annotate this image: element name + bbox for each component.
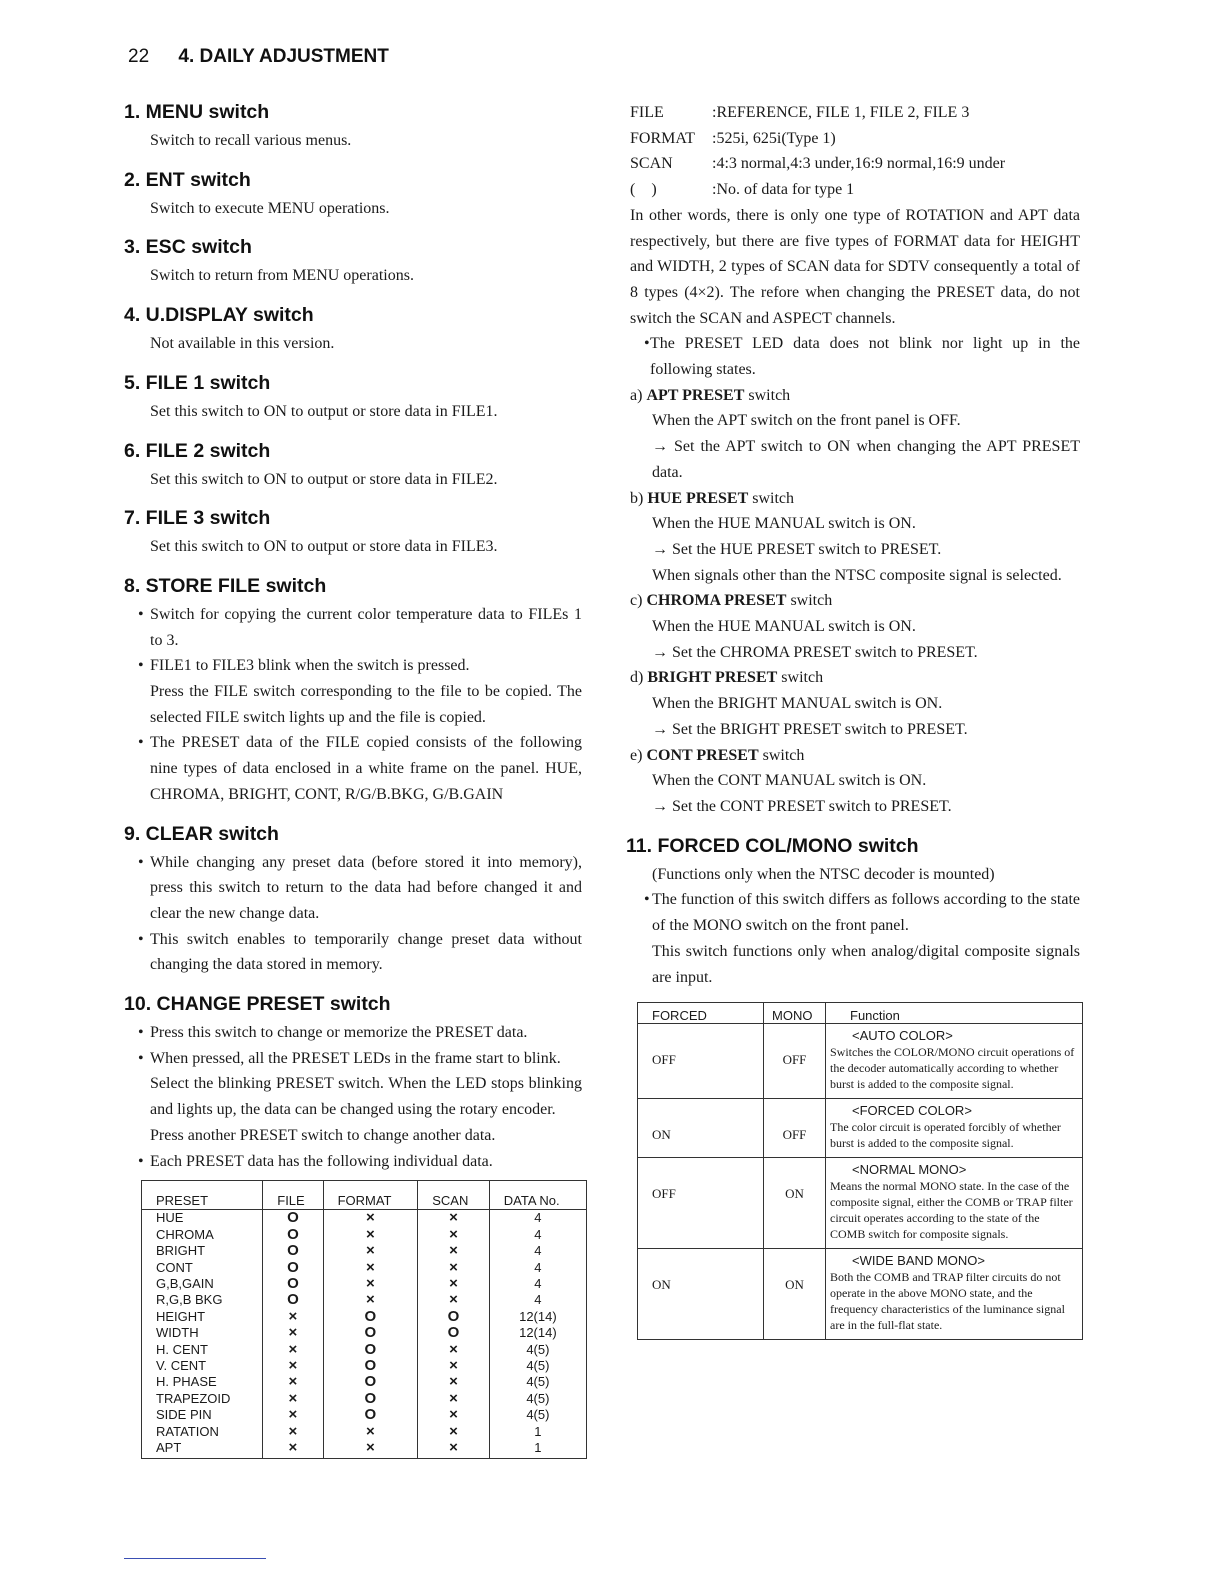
field-row-scan xyxy=(630,151,1080,177)
table-row xyxy=(142,1276,587,1292)
item-arrow-line xyxy=(630,717,1080,743)
mark-cell: × xyxy=(418,1424,490,1440)
row-label-cell: TRAPEZOID xyxy=(156,1390,231,1406)
row-label-cell: CONT xyxy=(156,1259,193,1275)
data-count-cell: 1 xyxy=(489,1440,586,1459)
field-row-data-count xyxy=(630,177,1080,203)
section-title: 8. STORE FILE switch xyxy=(124,574,327,597)
data-count-cell: 12(14) xyxy=(489,1325,586,1341)
mark-cell: × xyxy=(418,1440,490,1459)
row-label-cell: APT xyxy=(156,1439,182,1455)
data-count-cell: 1 xyxy=(489,1424,586,1440)
mark-cell: O xyxy=(263,1260,323,1276)
mark-cell: × xyxy=(418,1358,490,1374)
item-arrow-line xyxy=(630,537,1080,563)
mark-cell: O xyxy=(323,1391,418,1407)
section-text: Switch to recall various menus. xyxy=(150,132,352,149)
mark-cell: × xyxy=(418,1276,490,1292)
item-line-text: Set the BRIGHT PRESET switch to PRESET. xyxy=(672,720,968,738)
field-row-file xyxy=(630,100,1080,126)
mark-cell: × xyxy=(323,1243,418,1259)
section-text: Set this switch to ON to output or store data in FILE2. xyxy=(150,470,498,488)
mark-cell: × xyxy=(418,1407,490,1423)
column-header: MONO xyxy=(764,1003,826,1024)
bullet-item: • The PRESET data of the FILE copied consists of the following nine types of data enclosed in a white frame on the panel. HUE, CHROMA, BRIGHT, CONT, R/G/B.BKG, G/B.GAIN xyxy=(124,730,582,807)
table-row xyxy=(142,1260,587,1276)
data-count-cell: 4(5) xyxy=(489,1407,586,1423)
column-header: Function xyxy=(826,1003,1083,1024)
field-key: ( ) xyxy=(630,181,657,199)
item-cont-preset xyxy=(630,743,1080,820)
mark-cell: × xyxy=(323,1227,418,1243)
mark-cell: × xyxy=(418,1210,490,1227)
item-bright-preset xyxy=(630,665,1080,742)
mark-cell: × xyxy=(418,1227,490,1243)
bullet-continuation: Select the blinking PRESET switch. When the LED stops blinking and lights up, the data can be changed using the rotary encoder. xyxy=(150,1075,582,1119)
section-title: 10. CHANGE PRESET switch xyxy=(124,993,391,1016)
function-title: <FORCED COLOR> xyxy=(852,1103,972,1119)
item-arrow-line xyxy=(630,794,1080,820)
mark-cell: × xyxy=(263,1309,323,1325)
section-file1-switch xyxy=(124,371,582,425)
item-suffix: switch xyxy=(758,746,805,764)
mark-cell: O xyxy=(323,1358,418,1374)
forced-cell: ON xyxy=(652,1277,671,1293)
item-line: When the HUE MANUAL switch is ON. xyxy=(652,618,916,636)
table-row xyxy=(142,1358,587,1374)
mark-cell: × xyxy=(323,1210,418,1227)
section-udisplay-switch xyxy=(124,303,582,357)
field-key: FILE xyxy=(630,104,664,121)
function-cell xyxy=(826,1249,1083,1340)
data-count-cell: 4(5) xyxy=(489,1342,586,1358)
item-name: CHROMA PRESET xyxy=(646,592,787,610)
forced-cell: ON xyxy=(638,1099,764,1158)
mark-cell: O xyxy=(263,1292,323,1308)
arrow-icon: → xyxy=(652,540,668,558)
item-name: APT PRESET xyxy=(646,386,745,404)
section-esc-switch xyxy=(124,235,582,289)
function-cell xyxy=(826,1024,1083,1099)
table-row xyxy=(142,1243,587,1259)
item-suffix: switch xyxy=(777,669,824,687)
data-count-cell: 4 xyxy=(489,1210,586,1227)
function-title: <NORMAL MONO> xyxy=(852,1162,967,1178)
data-count-cell: 12(14) xyxy=(489,1309,586,1325)
right-column xyxy=(626,100,1080,1354)
row-label-cell: H. CENT xyxy=(156,1341,208,1357)
column-header: FILE xyxy=(263,1181,323,1210)
mark-cell: × xyxy=(323,1276,418,1292)
mark-cell: × xyxy=(263,1407,323,1423)
data-count-cell: 4 xyxy=(489,1227,586,1243)
function-description: The color circuit is operated forcibly of whether burst is added to the composite signal. xyxy=(830,1120,1061,1151)
mark-cell: O xyxy=(323,1374,418,1390)
mark-cell: × xyxy=(263,1358,323,1374)
mark-cell: × xyxy=(323,1292,418,1308)
section-title: 11. FORCED COL/MONO switch xyxy=(626,834,919,857)
table-row xyxy=(142,1210,587,1227)
table-row xyxy=(638,1024,1083,1099)
mark-cell: × xyxy=(418,1391,490,1407)
table-row xyxy=(638,1099,1083,1158)
field-key: FORMAT xyxy=(630,129,695,147)
row-label-cell: BRIGHT xyxy=(156,1243,206,1259)
item-suffix: switch xyxy=(748,489,795,507)
bullet-item: • The function of this switch differs as follows according to the state of the MONO switch on the front panel. xyxy=(630,887,1080,938)
section-text: Switch to execute MENU operations. xyxy=(150,199,390,217)
mark-cell: × xyxy=(323,1440,418,1459)
mark-cell: × xyxy=(263,1440,323,1459)
section-file3-switch xyxy=(124,506,582,560)
section-title: 9. CLEAR switch xyxy=(124,822,279,845)
row-label-cell: R,G,B BKG xyxy=(156,1292,223,1308)
table-row xyxy=(638,1158,1083,1249)
data-count-cell: 4 xyxy=(489,1276,586,1292)
item-label: a) xyxy=(630,386,643,404)
item-name: BRIGHT PRESET xyxy=(647,669,778,687)
bullet-item: • The PRESET LED data does not blink nor light up in the following states. xyxy=(630,331,1080,382)
bullet-continuation: Press the FILE switch corresponding to the file to be copied. The selected FILE switch lights up and the file is copied. xyxy=(150,683,582,726)
section-text: Switch to return from MENU operations. xyxy=(150,267,414,285)
item-arrow-line xyxy=(630,434,1080,485)
mark-cell: O xyxy=(323,1325,418,1341)
bullet-continuation: This switch functions only when analog/digital composite signals are input. xyxy=(652,942,1080,986)
section-title: 5. FILE 1 switch xyxy=(124,371,271,394)
field-value: :4:3 normal,4:3 under,16:9 normal,16:9 under xyxy=(712,155,1006,173)
data-count-cell: 4(5) xyxy=(489,1391,586,1407)
item-name: CONT PRESET xyxy=(646,746,759,764)
mark-cell: O xyxy=(323,1407,418,1423)
row-label-cell: HUE xyxy=(156,1210,184,1226)
mark-cell: O xyxy=(263,1210,323,1227)
row-label-cell: H. PHASE xyxy=(156,1374,217,1390)
table-row xyxy=(142,1309,587,1325)
row-label-cell: WIDTH xyxy=(156,1325,199,1341)
section-note: (Functions only when the NTSC decoder is mounted) xyxy=(652,865,995,883)
preset-table-body xyxy=(142,1210,587,1459)
mark-cell: × xyxy=(263,1342,323,1358)
row-label-cell: V. CENT xyxy=(156,1357,207,1373)
mark-cell: O xyxy=(263,1227,323,1243)
mark-cell: × xyxy=(418,1342,490,1358)
field-value: :REFERENCE, FILE 1, FILE 2, FILE 3 xyxy=(712,104,970,121)
table-row xyxy=(142,1440,587,1459)
mono-cell: OFF xyxy=(764,1024,826,1099)
item-line-text: Set the HUE PRESET switch to PRESET. xyxy=(672,540,942,558)
arrow-icon: → xyxy=(652,720,668,738)
item-label: c) xyxy=(630,592,643,610)
function-description: Both the COMB and TRAP filter circuits do not operate in the above MONO state, and the frequency characteristics of the luminance signal are in the full-flat state. xyxy=(830,1270,1065,1333)
item-line-text: Set the APT switch to ON when changing the APT PRESET data. xyxy=(652,438,1080,481)
mark-cell: × xyxy=(418,1243,490,1259)
mark-cell: O xyxy=(418,1309,490,1325)
field-value: :No. of data for type 1 xyxy=(712,181,855,199)
row-label-cell: SIDE PIN xyxy=(156,1407,212,1423)
function-description: Means the normal MONO state. In the case of the composite signal, either the COMB or TRAP filter circuit operates according to the state of the COMB switch for composite signals. xyxy=(830,1179,1073,1242)
item-line-text: Set the CHROMA PRESET switch to PRESET. xyxy=(672,643,978,661)
item-line: When the APT switch on the front panel is OFF. xyxy=(652,412,961,430)
mark-cell: O xyxy=(323,1342,418,1358)
row-label-cell: CHROMA xyxy=(156,1226,214,1242)
item-suffix: switch xyxy=(744,386,791,404)
data-count-cell: 4 xyxy=(489,1260,586,1276)
section-change-preset-switch xyxy=(124,992,582,1459)
section-title: 7. FILE 3 switch xyxy=(124,507,271,530)
table-row xyxy=(638,1249,1083,1340)
mark-cell: × xyxy=(263,1325,323,1341)
section-clear-switch xyxy=(124,822,582,979)
section-text: Set this switch to ON to output or store data in FILE1. xyxy=(150,402,498,420)
preset-data-table xyxy=(141,1180,587,1459)
section-store-file-switch xyxy=(124,574,582,808)
item-line: When the CONT MANUAL switch is ON. xyxy=(652,772,927,790)
item-hue-preset xyxy=(630,486,1080,589)
bullet-item: • This switch enables to temporarily change preset data without changing the data stored in memory. xyxy=(124,927,582,978)
page-number: 22 xyxy=(128,46,150,67)
mark-cell: × xyxy=(323,1260,418,1276)
arrow-icon: → xyxy=(652,438,668,456)
section-title: 1. MENU switch xyxy=(124,101,270,123)
mark-cell: × xyxy=(263,1391,323,1407)
section-title: 4. U.DISPLAY switch xyxy=(124,304,314,327)
section-file2-switch xyxy=(124,439,582,493)
forced-mono-table xyxy=(637,1002,1083,1340)
mark-cell: × xyxy=(418,1260,490,1276)
arrow-icon: → xyxy=(652,643,668,661)
section-ent-switch xyxy=(124,168,582,222)
paragraph: In other words, there is only one type of ROTATION and APT data respectively, but there are five types of FORMAT data for HEIGHT and WIDTH, 2 types of SCAN data for SDTV consequently a total of 8 types (4×2). The refore when changing the PRESET data, do not switch the SCAN and ASPECT channels. xyxy=(630,206,1080,327)
bullet-item: • Switch for copying the current color temperature data to FILEs 1 to 3. xyxy=(124,602,582,653)
chapter-title: 4. DAILY ADJUSTMENT xyxy=(178,46,389,67)
mark-cell: O xyxy=(418,1325,490,1341)
item-line: When the BRIGHT MANUAL switch is ON. xyxy=(652,695,943,713)
item-label: e) xyxy=(630,746,643,764)
table-row xyxy=(142,1292,587,1308)
item-suffix: switch xyxy=(786,592,833,610)
item-label: d) xyxy=(630,669,644,687)
mono-table-body xyxy=(638,1024,1083,1340)
bullet-item: • When pressed, all the PRESET LEDs in the frame start to blink. xyxy=(124,1046,582,1072)
column-header: PRESET xyxy=(142,1181,263,1210)
mono-cell: ON xyxy=(764,1158,826,1249)
row-label-cell: G,B,GAIN xyxy=(156,1275,214,1291)
row-label-cell: RATATION xyxy=(156,1423,219,1439)
data-count-cell: 4 xyxy=(489,1292,586,1308)
row-label-cell: HEIGHT xyxy=(156,1308,206,1324)
section-title: 3. ESC switch xyxy=(124,236,252,259)
function-cell xyxy=(826,1158,1083,1249)
bullet-item: • Each PRESET data has the following individual data. xyxy=(124,1149,582,1175)
section-text: Set this switch to ON to output or store data in FILE3. xyxy=(150,538,498,556)
item-name: HUE PRESET xyxy=(647,489,749,507)
column-header: DATA No. xyxy=(489,1181,586,1210)
item-label: b) xyxy=(630,489,644,507)
field-key: SCAN xyxy=(630,155,673,173)
forced-cell: OFF xyxy=(638,1158,764,1249)
field-row-format xyxy=(630,126,1080,152)
mark-cell: × xyxy=(418,1292,490,1308)
item-arrow-line xyxy=(630,640,1080,666)
forced-cell: OFF xyxy=(638,1024,764,1099)
section-menu-switch xyxy=(124,100,582,154)
mark-cell: O xyxy=(263,1276,323,1292)
section-forced-col-mono-switch xyxy=(626,834,1080,1341)
bullet-item: • While changing any preset data (before stored it into memory), press this switch to return to the data had before changed it and clear the new change data. xyxy=(124,850,582,927)
data-count-cell: 4(5) xyxy=(489,1358,586,1374)
page-header xyxy=(128,46,389,68)
mark-cell: O xyxy=(263,1243,323,1259)
mono-cell: ON xyxy=(764,1249,826,1340)
item-line: When the HUE MANUAL switch is ON. xyxy=(652,515,916,533)
table-header-row xyxy=(142,1181,587,1210)
field-value: :525i, 625i(Type 1) xyxy=(712,129,836,147)
mark-cell: × xyxy=(263,1424,323,1440)
table-row xyxy=(142,1227,587,1243)
function-description: Switches the COLOR/MONO circuit operations of the decoder automatically according to whether burst is added to the composite signal. xyxy=(830,1045,1075,1092)
data-count-cell: 4 xyxy=(489,1243,586,1259)
section-text: Not available in this version. xyxy=(150,335,335,353)
table-row xyxy=(142,1374,587,1390)
item-apt-preset xyxy=(630,383,1080,486)
table-row xyxy=(142,1391,587,1407)
table-header-row xyxy=(638,1003,1083,1024)
data-count-cell: 4(5) xyxy=(489,1374,586,1390)
item-chroma-preset xyxy=(630,588,1080,665)
bullet-continuation: Press another PRESET switch to change another data. xyxy=(150,1126,496,1144)
footer-divider xyxy=(124,1558,266,1559)
bullet-item: • Press this switch to change or memorize the PRESET data. xyxy=(124,1020,582,1046)
section-title: 2. ENT switch xyxy=(124,168,251,191)
item-line: When signals other than the NTSC composite signal is selected. xyxy=(652,566,1062,584)
function-title: <WIDE BAND MONO> xyxy=(852,1253,985,1269)
mark-cell: × xyxy=(323,1424,418,1440)
item-line-text: Set the CONT PRESET switch to PRESET. xyxy=(672,797,952,815)
section-title: 6. FILE 2 switch xyxy=(124,439,271,462)
function-cell xyxy=(826,1099,1083,1158)
mark-cell: × xyxy=(263,1374,323,1390)
mark-cell: O xyxy=(323,1309,418,1325)
column-header: FORCED xyxy=(638,1003,764,1024)
bullet-item: • FILE1 to FILE3 blink when the switch is pressed. xyxy=(124,653,582,679)
table-row xyxy=(142,1342,587,1358)
mark-cell: × xyxy=(418,1374,490,1390)
arrow-icon: → xyxy=(652,797,668,815)
table-row xyxy=(142,1424,587,1440)
table-row xyxy=(142,1407,587,1423)
left-column xyxy=(124,100,582,1473)
column-header: SCAN xyxy=(418,1181,490,1210)
function-title: <AUTO COLOR> xyxy=(852,1028,953,1044)
table-row xyxy=(142,1325,587,1341)
mono-cell: OFF xyxy=(764,1099,826,1158)
column-header: FORMAT xyxy=(323,1181,418,1210)
